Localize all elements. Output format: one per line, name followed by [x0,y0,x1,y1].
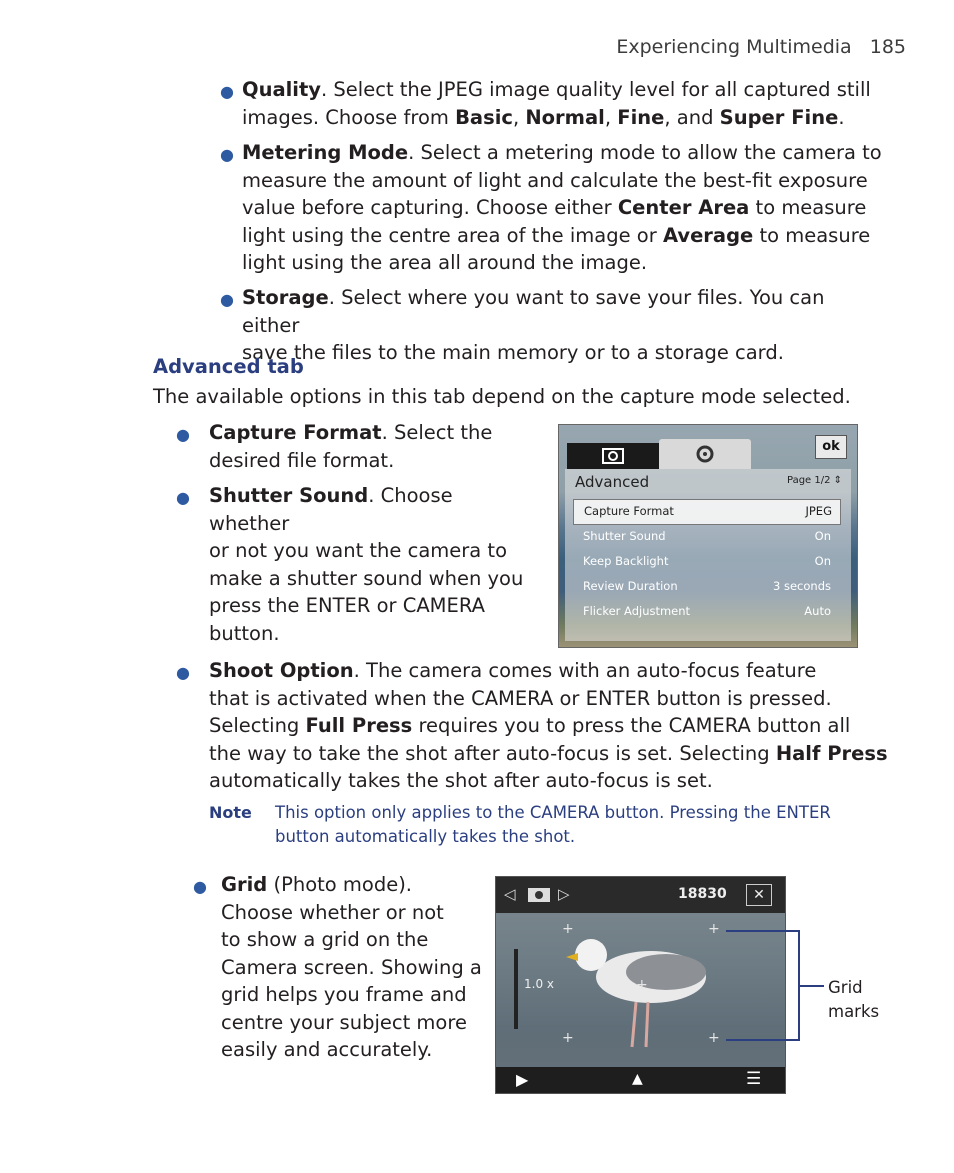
zoom-slider [514,949,518,1029]
close-icon: ✕ [746,884,772,906]
camera-tab-icon [567,443,659,469]
bullet-icon: ● [193,877,207,896]
bullet-icon: ● [220,145,234,164]
bullet-icon: ● [176,663,190,682]
menu-icon: ☰ [746,1069,762,1089]
grid-item: Grid (Photo mode). Choose whether or not to show a grid on the Camera screen. Showing a grid helps you frame and centre your subject more easily and accurately. [221,873,482,1061]
capture-format-item: Capture Format. Select the desired file format. [209,421,493,472]
settings-row: Capture Format JPEG [573,499,841,525]
grid-mark-icon: + [636,977,648,993]
camera-top-bar [496,877,785,913]
note-label: Note [209,803,252,822]
callout-line [800,985,824,987]
left-arrow-icon: ◁ [504,885,516,903]
section-intro: The available options in this tab depend on the capture mode selected. [153,385,851,408]
camera-settings-screenshot [558,424,858,648]
quality-item: Quality. Select the JPEG image quality level for all captured still images. Choose from Basic, Normal, Fine, and Super Fine. [242,78,871,129]
zoom-level: 1.0 x [524,977,554,991]
up-arrow-icon: ▲ [632,1071,643,1087]
camera-bottom-bar [496,1067,785,1093]
right-arrow-icon: ▷ [558,885,570,903]
callout-line [726,930,799,932]
shots-remaining: 18830 [678,886,727,902]
play-icon: ▶ [516,1070,529,1089]
bullet-icon: ● [220,290,234,309]
grid-mark-icon: + [708,921,720,937]
settings-row: Shutter Sound On [583,529,831,543]
grid-mark-icon: + [708,1030,720,1046]
grid-mark-icon: + [562,1030,574,1046]
grid-mark-icon: + [562,921,574,937]
bullet-icon: ● [176,425,190,444]
callout-label: Grid marks [828,978,880,1021]
section-title: Advanced tab [153,355,304,378]
storage-item: Storage. Select where you want to save your files. You can either save the files to the main memory or to a storage card. [242,286,825,364]
camera-icon [526,886,552,908]
camera-grid-screenshot [495,876,786,1094]
running-header [616,36,906,58]
bullet-icon: ● [176,488,190,507]
metering-mode-item: Metering Mode. Select a metering mode to allow the camera to measure the amount of light and calculate the best-fit exposure value before capturing. Choose either Center Area to measure light using the centre area of the image or Average to measure light using the area all around the image. [242,141,882,274]
bullet-icon: ● [220,82,234,101]
note-text: This option only applies to the CAMERA button. Pressing the ENTER button automatically takes the shot. [275,803,831,846]
callout-line [726,1039,799,1041]
page-indicator: Page 1/2 ⇕ [787,475,843,486]
settings-row: Flicker Adjustment Auto [583,604,831,618]
scroll-arrows-icon: ⇕ [833,475,843,486]
section-name: Experiencing Multimedia [616,36,852,58]
gear-icon [659,439,751,469]
settings-row: Review Duration 3 seconds [583,579,831,593]
ok-button: ok [815,435,847,459]
settings-row: Keep Backlight On [583,554,831,568]
shoot-option-item: Shoot Option. The camera comes with an auto-focus feature that is activated when the CAMERA or ENTER button is pressed. Selecting Full Press requires you to press the CAMERA button all the way to take the shot after auto-focus is set. Selecting Half Press automatically takes the shot after auto-focus is set. [209,659,888,792]
shutter-sound-item: Shutter Sound. Choose whether or not you want the camera to make a shutter sound when you press the ENTER or CAMERA button. [209,484,524,645]
page-number: 185 [869,36,906,58]
advanced-tab-title: Advanced [575,473,650,491]
